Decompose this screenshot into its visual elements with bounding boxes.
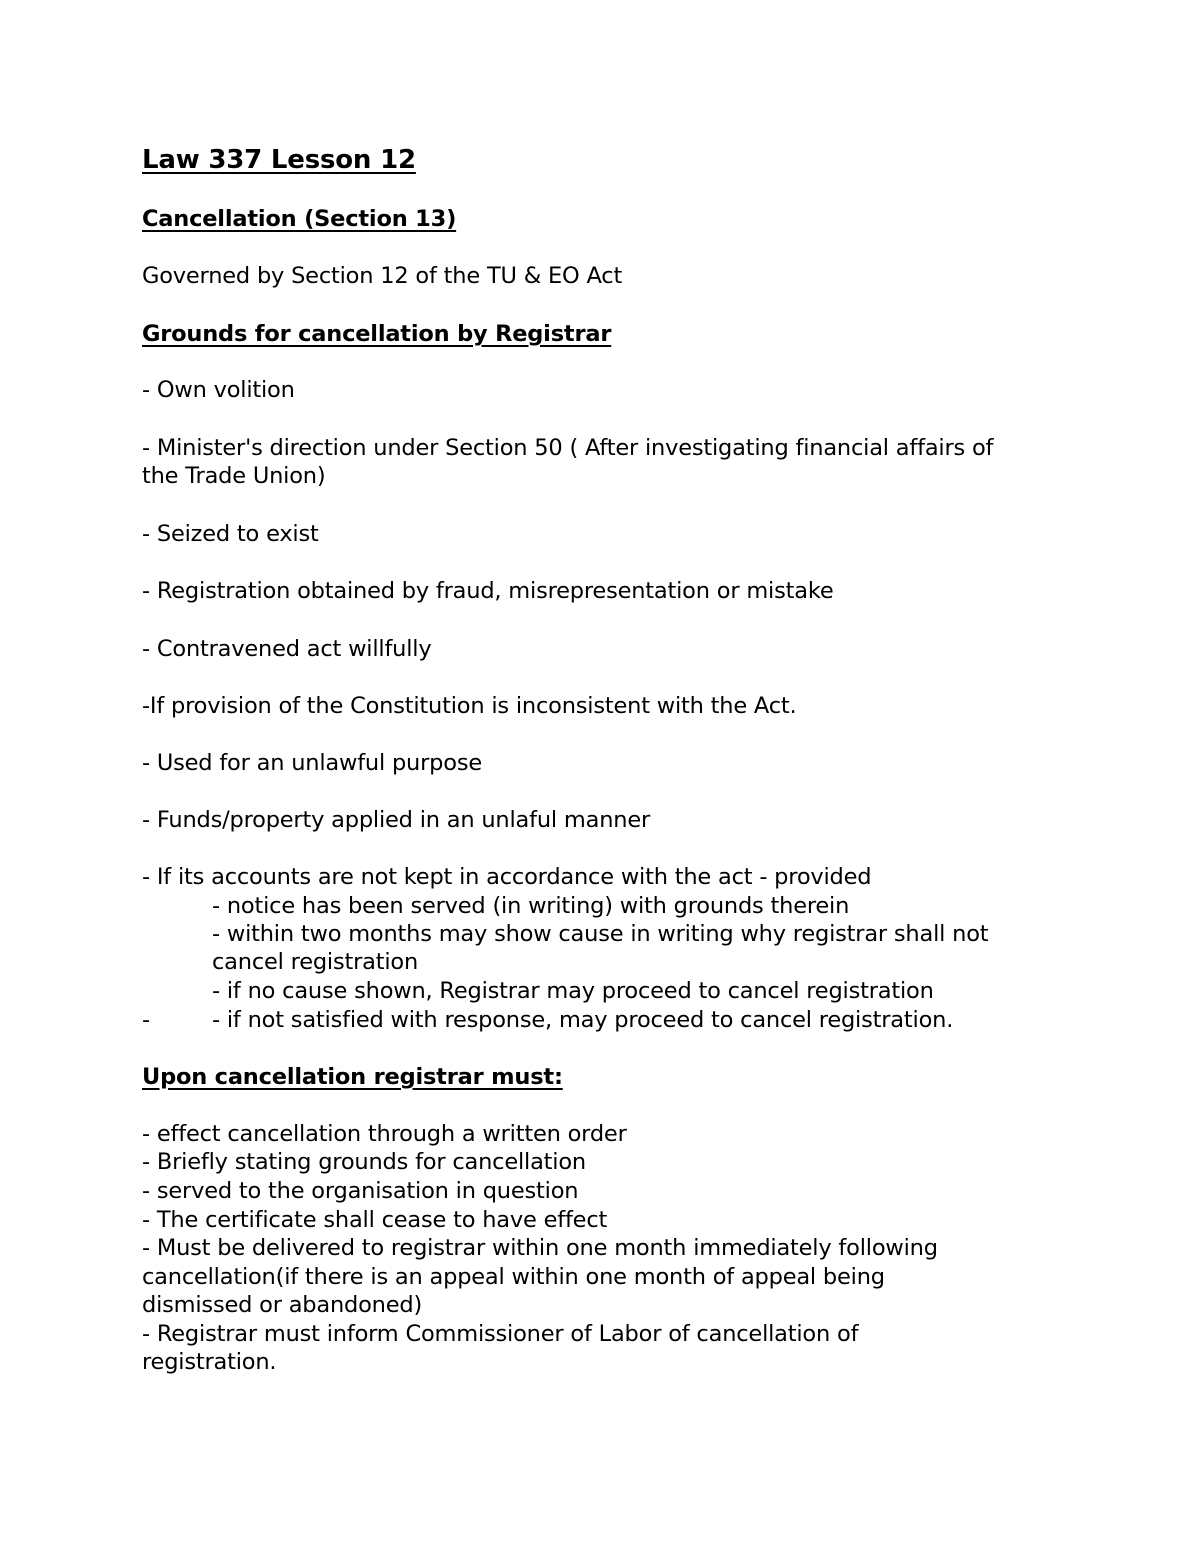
- heading-grounds: Grounds for cancellation by Registrar: [142, 321, 612, 347]
- ground-item: - Registration obtained by fraud, misrepresentation or mistake: [142, 578, 834, 604]
- provided-subitem: - within two months may show cause in writing why registrar shall not: [212, 921, 989, 947]
- upon-item-continuation: cancellation(if there is an appeal within one month of appeal being: [142, 1264, 885, 1290]
- provided-subitem: - if not satisfied with response, may proceed to cancel registration.: [212, 1007, 954, 1033]
- ground-item: - Own volition: [142, 377, 295, 403]
- provided-subitem: - notice has been served (in writing) with grounds therein: [212, 893, 850, 919]
- ground-item: - If its accounts are not kept in accordance with the act - provided: [142, 864, 872, 890]
- upon-item: - served to the organisation in question: [142, 1178, 579, 1204]
- upon-item: - Must be delivered to registrar within one month immediately following: [142, 1235, 938, 1261]
- governed-by-text: Governed by Section 12 of the TU & EO Act: [142, 263, 623, 289]
- ground-item: - Seized to exist: [142, 521, 319, 547]
- upon-item-continuation: dismissed or abandoned): [142, 1292, 423, 1318]
- provided-subitem: - if no cause shown, Registrar may proceed to cancel registration: [212, 978, 934, 1004]
- upon-item: - Registrar must inform Commissioner of Labor of cancellation of: [142, 1321, 859, 1347]
- ground-item: - Used for an unlawful purpose: [142, 750, 482, 776]
- heading-cancellation: Cancellation (Section 13): [142, 206, 457, 232]
- heading-upon-cancellation: Upon cancellation registrar must:: [142, 1064, 563, 1090]
- ground-item: - Minister's direction under Section 50 ( After investigating financial affairs of: [142, 435, 994, 461]
- upon-item: - Briefly stating grounds for cancellation: [142, 1149, 586, 1175]
- provided-subitem-continuation: cancel registration: [212, 949, 419, 975]
- ground-item-continuation: the Trade Union): [142, 463, 326, 489]
- ground-item: - Funds/property applied in an unlaful manner: [142, 807, 651, 833]
- upon-item-continuation: registration.: [142, 1349, 277, 1375]
- ground-item: -If provision of the Constitution is inconsistent with the Act.: [142, 693, 797, 719]
- upon-item: - effect cancellation through a written order: [142, 1121, 627, 1147]
- ground-item: - Contravened act willfully: [142, 636, 432, 662]
- document-title: Law 337 Lesson 12: [142, 145, 416, 175]
- upon-item: - The certificate shall cease to have effect: [142, 1207, 608, 1233]
- stray-dash: -: [142, 1007, 150, 1033]
